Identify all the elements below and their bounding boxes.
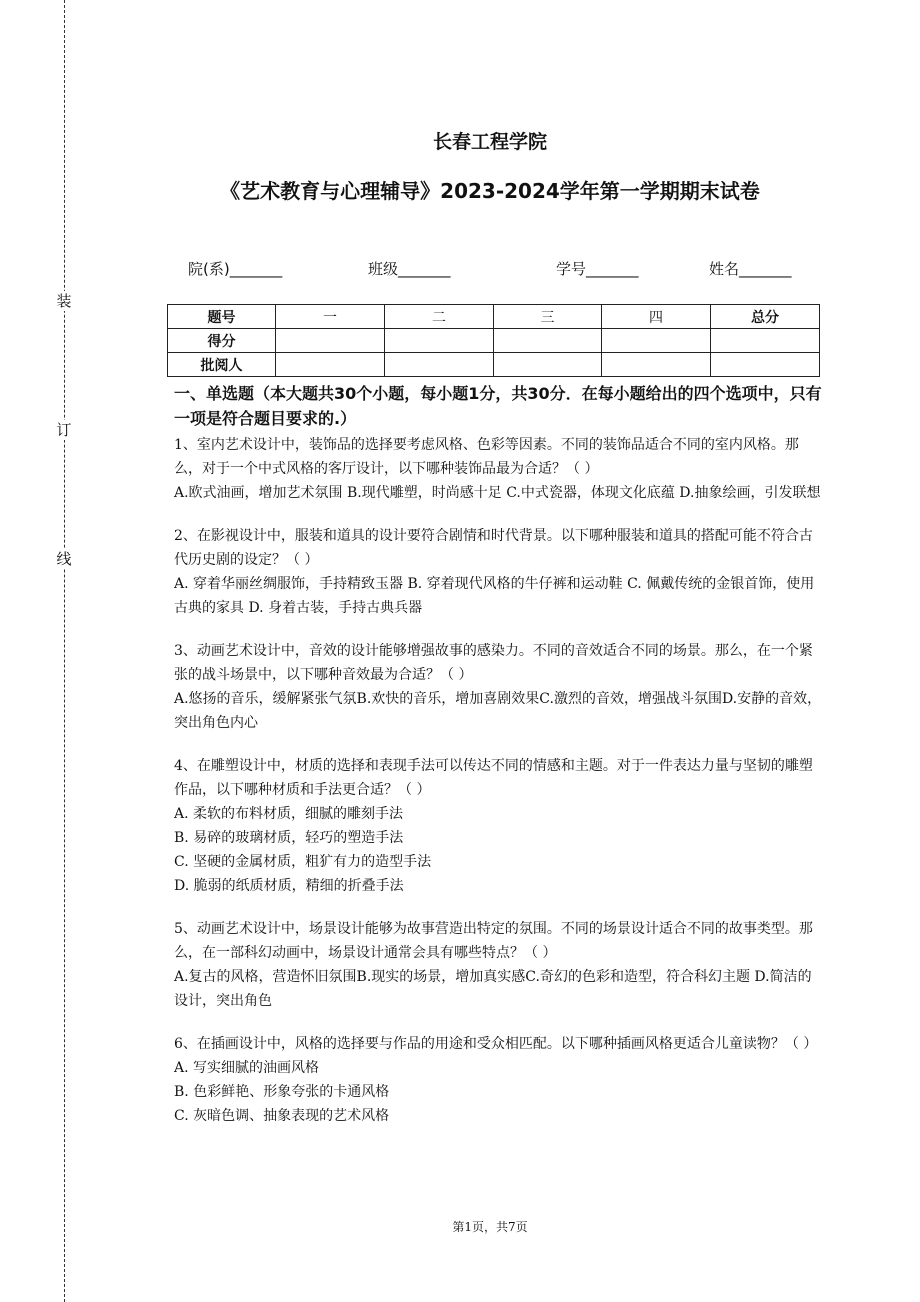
name-field: 姓名_______ xyxy=(709,260,792,278)
binding-char-zhuang: 装 xyxy=(54,291,74,311)
question-6 xyxy=(174,1032,822,1128)
question-stem: 2、在影视设计中，服装和道具的设计要符合剧情和时代背景。以下哪种服装和道具的搭配可能不符合古代历史剧的设定？（ ） xyxy=(174,528,813,568)
score-cell xyxy=(711,329,820,353)
question-stem: 5、动画艺术设计中，场景设计能够为故事营造出特定的氛围。不同的场景设计适合不同的故事类型。那么，在一部科幻动画中，场景设计通常会具有哪些特点？（ ） xyxy=(174,921,813,961)
binding-char-xian: 线 xyxy=(54,549,74,569)
question-stem: 6、在插画设计中，风格的选择要与作品的用途和受众相匹配。以下哪种插画风格更适合儿童读物？（ ） xyxy=(174,1036,818,1052)
school-name: 长春工程学院 xyxy=(432,131,547,153)
student-id-field: 学号_______ xyxy=(556,260,639,278)
question-stem: 4、在雕塑设计中，材质的选择和表现手法可以传达不同的情感和主题。对于一件表达力量与坚韧的雕塑作品，以下哪种材质和手法更合适？（ ） xyxy=(174,758,813,798)
reviewer-row-label: 批阅人 xyxy=(168,353,276,377)
reviewer-cell xyxy=(276,353,385,377)
class-field: 班级_______ xyxy=(368,260,451,278)
reviewer-cell xyxy=(385,353,494,377)
score-table-header-cell: 一 xyxy=(276,305,385,329)
reviewer-cell xyxy=(602,353,711,377)
question-options: A.复古的风格，营造怀旧氛围B.现实的场景，增加真实感C.奇幻的色彩和造型，符合科幻主题 D.简洁的设计，突出角色 xyxy=(174,969,812,1009)
question-stem: 3、动画艺术设计中，音效的设计能够增强故事的感染力。不同的音效适合不同的场景。那么，在一个紧张的战斗场景中，以下哪种音效最为合适？（ ） xyxy=(174,643,813,683)
score-table-header-row xyxy=(168,305,820,329)
score-table-row xyxy=(168,329,820,353)
exam-content xyxy=(174,381,822,1147)
question-3 xyxy=(174,639,822,735)
option-c: C. 灰暗色调、抽象表现的艺术风格 xyxy=(174,1108,390,1124)
binding-char-ding: 订 xyxy=(54,420,74,440)
page-footer: 第1页，共7页 xyxy=(452,1220,528,1234)
option-d: D. 脆弱的纸质材质，精细的折叠手法 xyxy=(174,878,404,894)
question-5 xyxy=(174,917,822,1013)
option-b: B. 色彩鲜艳、形象夸张的卡通风格 xyxy=(174,1084,390,1100)
question-4 xyxy=(174,754,822,898)
question-options: A.欧式油画，增加艺术氛围 B.现代雕塑，时尚感十足 C.中式瓷器，体现文化底蕴 D.抽象绘画，引发联想 xyxy=(174,485,821,501)
score-cell xyxy=(602,329,711,353)
score-table-row xyxy=(168,353,820,377)
section-heading: 一、单选题（本大题共30个小题，每小题1分，共30分．在每小题给出的四个选项中，只有一项是符合题目要求的.） xyxy=(174,384,822,428)
exam-title: 《艺术教育与心理辅导》2023-2024学年第一学期期末试卷 xyxy=(220,179,760,203)
score-table xyxy=(167,304,820,377)
option-c: C. 坚硬的金属材质，粗犷有力的造型手法 xyxy=(174,854,432,870)
score-cell xyxy=(385,329,494,353)
reviewer-cell xyxy=(494,353,602,377)
score-cell xyxy=(276,329,385,353)
option-a: A. 柔软的布料材质，细腻的雕刻手法 xyxy=(174,806,404,822)
score-table-header-cell: 二 xyxy=(385,305,494,329)
score-row-label: 得分 xyxy=(168,329,276,353)
question-1 xyxy=(174,433,822,505)
score-table-header-cell: 三 xyxy=(494,305,602,329)
question-2 xyxy=(174,524,822,620)
reviewer-cell xyxy=(711,353,820,377)
question-stem: 1、室内艺术设计中，装饰品的选择要考虑风格、色彩等因素。不同的装饰品适合不同的室内风格。那么，对于一个中式风格的客厅设计，以下哪种装饰品最为合适？（ ） xyxy=(174,437,799,477)
score-table-header-cell: 四 xyxy=(602,305,711,329)
option-b: B. 易碎的玻璃材质，轻巧的塑造手法 xyxy=(174,830,404,846)
score-table-header-cell: 题号 xyxy=(168,305,276,329)
score-cell xyxy=(494,329,602,353)
question-options: A. 穿着华丽丝绸服饰，手持精致玉器 B. 穿着现代风格的牛仔裤和运动鞋 C. 佩戴传统的金银首饰，使用古典的家具 D. 身着古装，手持古典兵器 xyxy=(174,576,815,616)
question-options: A.悠扬的音乐，缓解紧张气氛B.欢快的音乐，增加喜剧效果C.激烈的音效，增强战斗氛围D.安静的音效，突出角色内心 xyxy=(174,691,822,731)
score-table-header-cell: 总分 xyxy=(711,305,820,329)
department-field: 院(系)_______ xyxy=(188,260,283,278)
option-a: A. 写实细腻的油画风格 xyxy=(174,1060,320,1076)
